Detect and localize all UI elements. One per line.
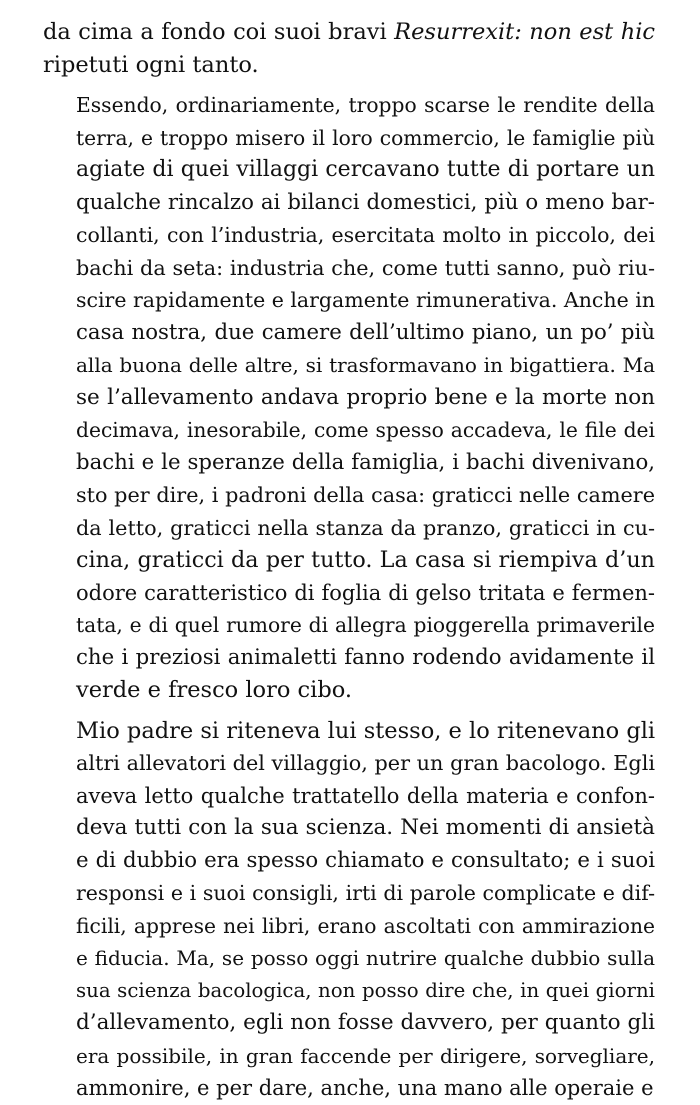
text-line	[43, 975, 655, 1008]
text-segment: ficili, apprese nei libri, erano ascoltati con ammirazione	[76, 913, 655, 938]
text-segment: responsi e i suoi consigli, irti di parole complicate e dif-	[76, 881, 655, 905]
text-line	[43, 642, 655, 675]
text-line	[43, 674, 655, 707]
text-line	[43, 910, 655, 943]
text-line	[43, 877, 655, 910]
text-line	[43, 49, 655, 82]
text-line	[43, 577, 655, 610]
text-segment: che i preziosi animaletti fanno rodendo avidamente il	[76, 644, 655, 670]
text-line	[43, 447, 655, 480]
text-segment: cina, graticci da per tutto. La casa si riempiva d’un	[76, 547, 655, 573]
text-segment: aveva letto qualche trattatello della materia e confon-	[76, 783, 655, 808]
text-segment: ammonire, e per dare, anche, una mano alle operaie e	[76, 1076, 654, 1100]
text-segment: sto per dire, i padroni della casa: graticci nelle camere	[76, 483, 655, 507]
text-segment: d’allevamento, egli non fosse davvero, per quanto gli	[76, 1010, 655, 1035]
text-segment: da letto, graticci nella stanza da pranzo, graticci in cu-	[76, 515, 655, 540]
text-line	[43, 845, 655, 878]
text-segment: terra, e troppo misero il loro commercio, le famiglie più	[76, 125, 655, 150]
text-line	[43, 16, 655, 49]
text-segment: decimava, inesorabile, come spesso accadeva, le file dei	[76, 418, 655, 442]
text-segment: casa nostra, due camere dell’ultimo piano, un po’ più	[76, 319, 655, 345]
text-line	[43, 122, 655, 155]
text-line	[43, 154, 655, 187]
text-line	[43, 1007, 655, 1040]
text-segment: Resurrexit: non est hic	[394, 19, 655, 45]
text-segment: qualche rincalzo ai bilanci domestici, più o meno bar-	[76, 189, 655, 215]
text-segment: tata, e di quel rumore di allegra pioggerella primaverile	[76, 613, 655, 637]
text-segment: scire rapidamente e largamente rimunerativa. Anche in	[76, 288, 656, 312]
text-line	[43, 812, 655, 845]
text-line	[43, 89, 655, 122]
text-segment: sua scienza bacologica, non posso dire che, in quei giorni	[76, 978, 655, 1002]
text-line	[43, 219, 655, 252]
text-line	[43, 942, 655, 975]
text-segment: bachi e le speranze della famiglia, i bachi divenivano,	[76, 449, 655, 475]
text-segment: era possibile, in gran faccende per dirigere, sorvegliare,	[76, 1043, 655, 1068]
text-line	[43, 187, 655, 220]
text-line	[43, 1072, 655, 1105]
text-segment: odore caratteristico di foglia di gelso tritata e fermen-	[76, 580, 655, 605]
text-segment: alla buona delle altre, si trasformavano in bigattiera. Ma	[76, 353, 655, 377]
text-segment: verde e fresco loro cibo.	[76, 677, 353, 703]
text-segment: ripetuti ogni tanto.	[43, 51, 259, 78]
book-page	[43, 16, 655, 1105]
text-line	[43, 349, 655, 382]
paragraph	[43, 715, 655, 1105]
text-line	[43, 512, 655, 545]
paragraph	[43, 89, 655, 707]
text-line	[43, 479, 655, 512]
text-segment: e fiducia. Ma, se posso oggi nutrire qualche dubbio sulla	[76, 946, 655, 970]
paragraph	[43, 16, 655, 81]
text-line	[43, 284, 655, 317]
text-line	[43, 317, 655, 350]
text-line	[43, 609, 655, 642]
text-line	[43, 747, 655, 780]
text-segment: agiate di quei villaggi cercavano tutte di portare un	[76, 157, 655, 182]
text-segment: se l’allevamento andava proprio bene e la morte non	[76, 384, 655, 410]
text-segment: bachi da seta: industria che, come tutti sanno, può riu-	[76, 255, 655, 280]
text-segment: Essendo, ordinariamente, troppo scarse le rendite della	[76, 93, 655, 117]
text-line	[43, 715, 655, 748]
text-line	[43, 414, 655, 447]
text-line	[43, 544, 655, 577]
text-line	[43, 382, 655, 415]
text-line	[43, 780, 655, 813]
text-segment: collanti, con l’industria, esercitata molto in piccolo, dei	[76, 223, 655, 247]
text-segment: da cima a fondo coi suoi bravi	[43, 19, 395, 45]
text-segment: e di dubbio era spesso chiamato e consultato; e i suoi	[76, 847, 655, 873]
text-line	[43, 252, 655, 285]
text-segment: altri allevatori del villaggio, per un gran bacologo. Egli	[76, 751, 655, 775]
text-line	[43, 1040, 655, 1073]
text-segment: deva tutti con la sua scienza. Nei momenti di ansietà	[76, 815, 655, 840]
text-segment: Mio padre si riteneva lui stesso, e lo ritenevano gli	[76, 717, 656, 744]
